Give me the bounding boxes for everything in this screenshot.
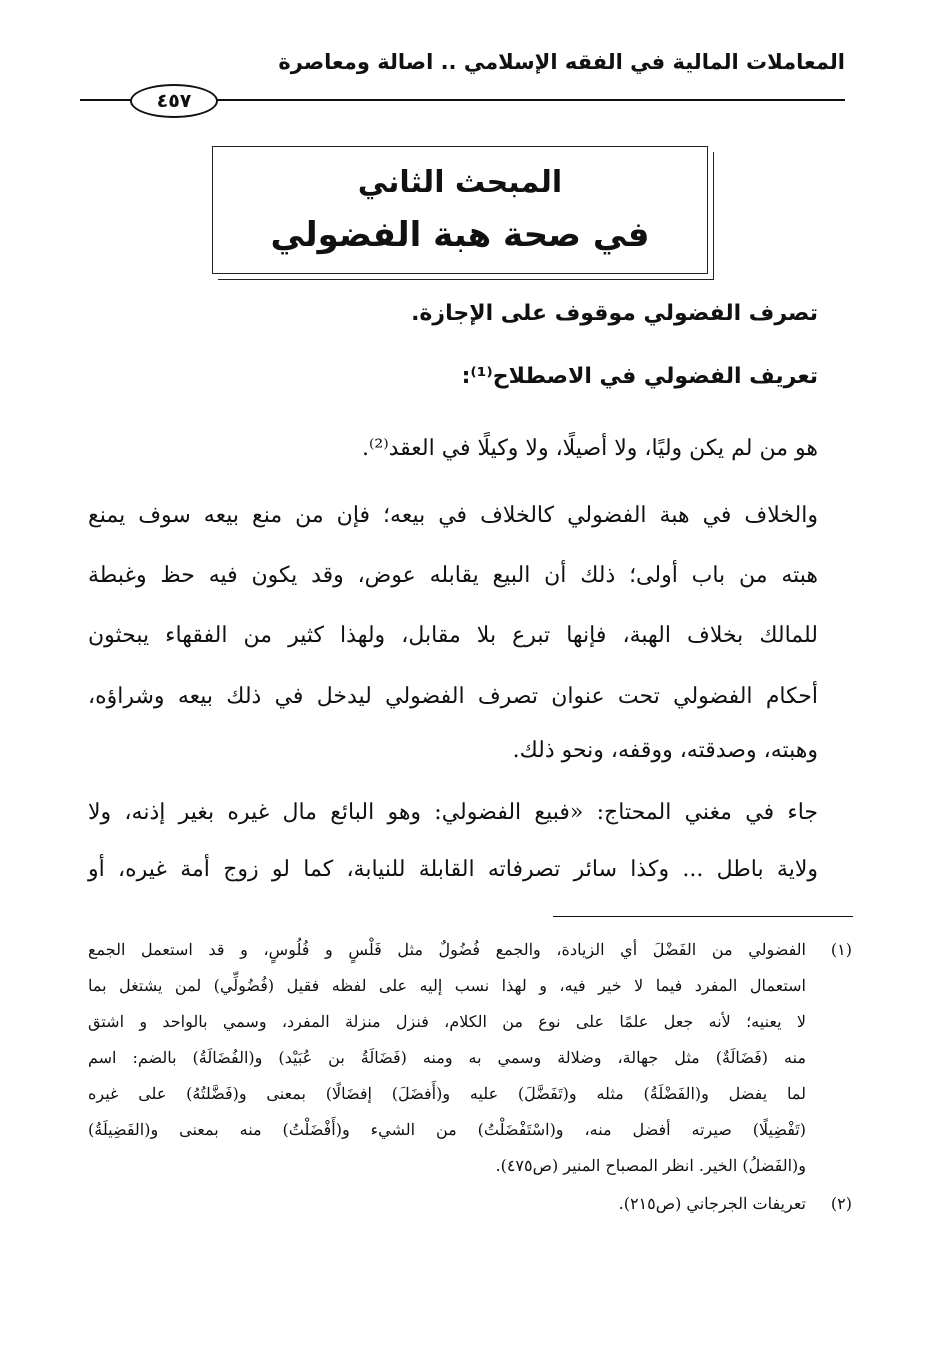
footnote-line: لما يفضل و(الفَضْلَةُ) مثله و(تَفَضَّلَ) عليه و(أَفضَلَ) إفضَالًا) بمعنى و(فَضَّلتُهُ) على غيره <box>88 1084 806 1103</box>
definition-text: هو من لم يكن وليًا، ولا أصيلًا، ولا وكيلًا في العقد⁽²⁾. <box>361 436 818 461</box>
footnote-line: منه (فَضَالَةٌ) مثل جهالة، وضلالة وسمي به ومنه (فَضَالَةُ بن عُبَيْد) و(الفُضَالَةُ) بالضم: اسم <box>88 1048 806 1067</box>
paragraph1-line: أحكام الفضولي تحت عنوان تصرف الفضولي ليدخل في ذلك بيعه وشراؤه، <box>88 684 819 709</box>
page-number: ٤٥٧ <box>130 84 218 118</box>
footnote-rule <box>553 916 853 917</box>
definition-heading: تعريف الفضولي في الاصطلاح⁽¹⁾: <box>461 364 818 389</box>
footnote-line: لا يعنيه؛ لأنه جعل علمًا على نوع من الكلام، فنزل منزلة المفرد، وسمي بالواحد و اشتق <box>88 1012 806 1031</box>
paragraph2-line: جاء في مغني المحتاج: «فبيع الفضولي: وهو البائع مال غيره بغير إذنه، ولا <box>88 800 818 825</box>
footnote-line: تعريفات الجرجاني (ص٢١٥). <box>618 1194 806 1213</box>
section-title-line-1: المبحث الثاني <box>357 165 563 200</box>
footnote-line: و(الفَضلُ) الخير. انظر المصباح المنير (ص٤٧٥). <box>495 1156 806 1175</box>
footnote-marker: (١) <box>830 940 852 959</box>
paragraph1-line: والخلاف في هبة الفضولي كالخلاف في بيعه؛ فإن من منع بيعه سوف يمنع <box>88 503 818 528</box>
section-title-box <box>212 146 708 274</box>
footnote-line: الفضولي من الفَضْلَ أي الزيادة، والجمع فُضُولٌ مثل فَلْسٍ و فُلُوسٍ، و قد استعمل الجمع <box>88 940 806 959</box>
paragraph1-line: هبته من باب أولى؛ ذلك أن البيع يقابله عوض، وقد يكون فيه حظ وغبطة <box>88 563 818 588</box>
running-title: المعاملات المالية في الفقه الإسلامي .. اصالة ومعاصرة <box>278 50 845 74</box>
ruling-statement: تصرف الفضولي موقوف على الإجازة. <box>411 301 818 326</box>
section-title-line-2: في صحة هبة الفضولي <box>270 215 650 255</box>
footnote-marker: (٢) <box>830 1194 852 1213</box>
footnote-line: (تَفْضِيلًا) صيرته أفضل منه، و(اسْتَفْضَلْتُ) من الشيء و(أَفْضَلْتُ) منه بمعنى و(الفَضِيلَةُ) <box>88 1120 806 1139</box>
footnote-line: استعمال المفرد فيما لا خير فيه، و لهذا نسب إليه على لفظه فقيل (فُضُولِّي) لمن يشتغل بما <box>88 976 806 995</box>
paragraph2-line: ولاية باطل ... وكذا سائر تصرفاته القابلة للنيابة، كما لو زوج أمة غيره، أو <box>88 857 818 882</box>
paragraph1-line: وهبته، وصدقته، ووقفه، ونحو ذلك. <box>512 738 818 763</box>
paragraph1-line: للمالك بخلاف الهبة، فإنها تبرع بلا مقابل، ولهذا كثير من الفقهاء يبحثون <box>88 623 818 648</box>
